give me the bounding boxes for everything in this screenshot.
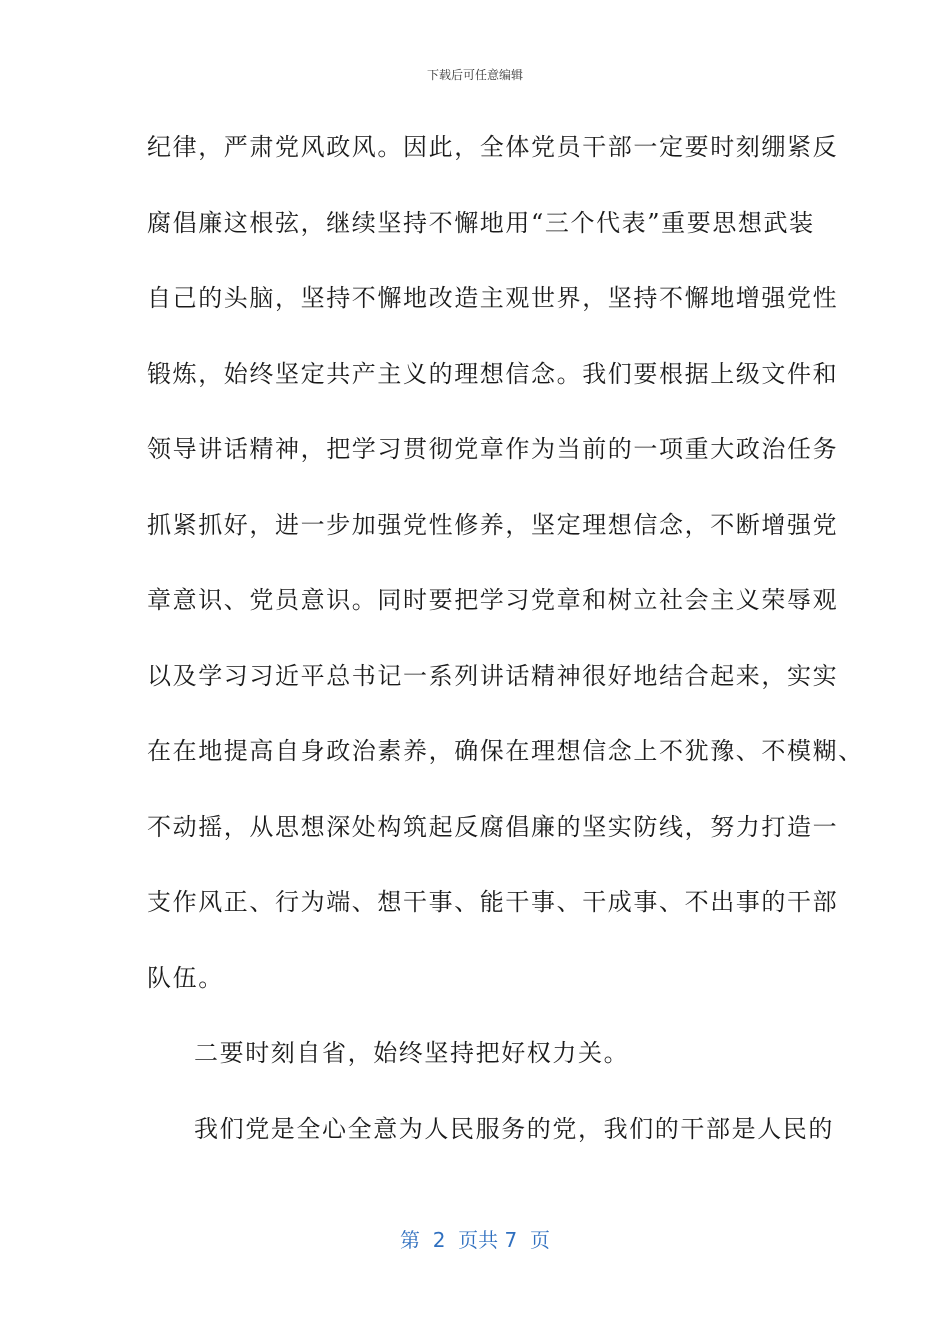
page-header: 下载后可任意编辑 (426, 68, 523, 82)
text-line: 以及学习习近平总书记一系列讲话精神很好地结合起来，实实 (147, 661, 839, 690)
document-body (147, 126, 864, 1183)
text-line: 抓紧抓好，进一步加强党性修养，坚定理想信念，不断增强党 (147, 510, 839, 539)
text-line: 领导讲话精神，把学习贯彻党章作为当前的一项重大政治任务 (147, 435, 839, 463)
text-line: 锻炼，始终坚定共产主义的理想信念。我们要根据上级文件和 (147, 359, 839, 388)
text-line: 章意识、党员意识。同时要把学习党章和树立社会主义荣辱观 (147, 586, 839, 614)
text-line: 在在地提高自身政治素养，确保在理想信念上不犹豫、不模糊、 (147, 737, 864, 765)
text-line: 不动摇，从思想深处构筑起反腐倡廉的坚实防线，努力打造一 (147, 812, 839, 841)
text-line: 纪律，严肃党风政风。因此，全体党员干部一定要时刻绷紧反 (147, 133, 839, 161)
page-number-footer: 第 2 页共 7 页 (400, 1228, 550, 1252)
section-heading: 二要时刻自省，始终坚持把好权力关。 (194, 1039, 630, 1067)
text-line: 支作风正、行为端、想干事、能干事、干成事、不出事的干部 (147, 888, 839, 916)
text-line: 自己的头脑，坚持不懈地改造主观世界，坚持不懈地增强党性 (147, 284, 839, 312)
text-line: 队伍。 (147, 963, 224, 992)
paragraph-start: 我们党是全心全意为人民服务的党，我们的干部是人民的 (194, 1114, 834, 1143)
text-line: 腐倡廉这根弦，继续坚持不懈地用“三个代表”重要思想武装 (147, 208, 815, 237)
